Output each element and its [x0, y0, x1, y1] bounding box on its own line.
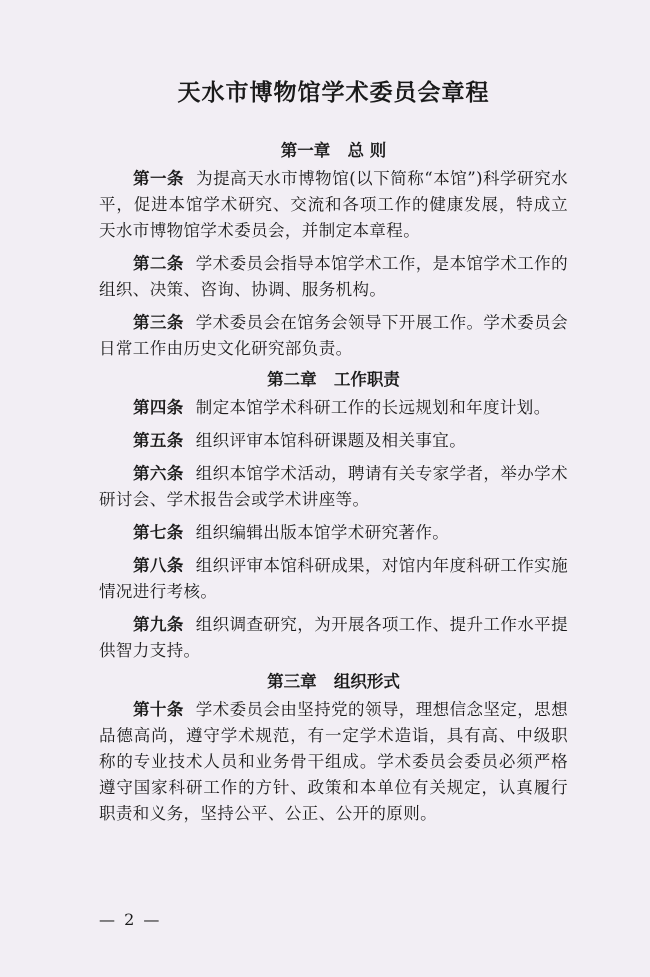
chapter-heading-1: 第一章 总 则: [280, 141, 387, 160]
article-text: 组织评审本馆科研成果，对馆内年度科研工作实施情况进行考核。: [99, 556, 568, 601]
article-3: [99, 310, 568, 362]
page-number: — 2 —: [99, 910, 162, 929]
article-label: 第三条: [133, 313, 184, 332]
article-10: [99, 697, 568, 827]
article-5: [99, 428, 568, 454]
article-label: 第十条: [133, 700, 184, 719]
article-6: [99, 461, 568, 513]
document-title: 天水市博物馆学术委员会章程: [177, 79, 490, 106]
article-text: 组织编辑出版本馆学术研究著作。: [195, 523, 450, 542]
article-label: 第九条: [133, 615, 184, 634]
article-label: 第六条: [133, 464, 184, 483]
article-label: 第五条: [133, 431, 184, 450]
article-label: 第一条: [133, 169, 185, 188]
chapter-heading-2: 第二章 工作职责: [267, 370, 400, 389]
article-label: 第四条: [133, 398, 184, 417]
article-label: 第七条: [133, 523, 184, 542]
article-text: 为提高天水市博物馆(以下简称“本馆”)科学研究水平，促进本馆学术研究、交流和各项工作的健康发展，特成立天水市博物馆学术委员会，并制定本章程。: [99, 169, 568, 240]
article-text: 组织调查研究，为开展各项工作、提升工作水平提供智力支持。: [99, 615, 568, 660]
article-label: 第八条: [133, 556, 184, 575]
article-9: [99, 612, 568, 664]
article-text: 学术委员会指导本馆学术工作，是本馆学术工作的组织、决策、咨询、协调、服务机构。: [99, 254, 568, 299]
article-7: [99, 520, 568, 546]
document-page: [0, 76, 650, 977]
article-4: [99, 395, 568, 421]
article-text: 制定本馆学术科研工作的长远规划和年度计划。: [195, 398, 551, 417]
article-text: 学术委员会由坚持党的领导，理想信念坚定，思想品德高尚，遵守学术规范，有一定学术造诣，具有高、中级职称的专业技术人员和业务骨干组成。学术委员会委员必须严格遵守国家科研工作的方针、政策和本单位有关规定，认真履行职责和义务，坚持公平、公正、公开的原则。: [99, 700, 568, 823]
chapter-heading-3: 第三章 组织形式: [267, 672, 400, 691]
article-label: 第二条: [133, 254, 184, 273]
article-text: 学术委员会在馆务会领导下开展工作。学术委员会日常工作由历史文化研究部负责。: [99, 313, 568, 358]
article-2: [99, 251, 568, 303]
article-text: 组织本馆学术活动，聘请有关专家学者，举办学术研讨会、学术报告会或学术讲座等。: [99, 464, 568, 509]
article-8: [99, 553, 568, 605]
article-text: 组织评审本馆科研课题及相关事宜。: [195, 431, 467, 450]
article-1: [99, 166, 568, 244]
